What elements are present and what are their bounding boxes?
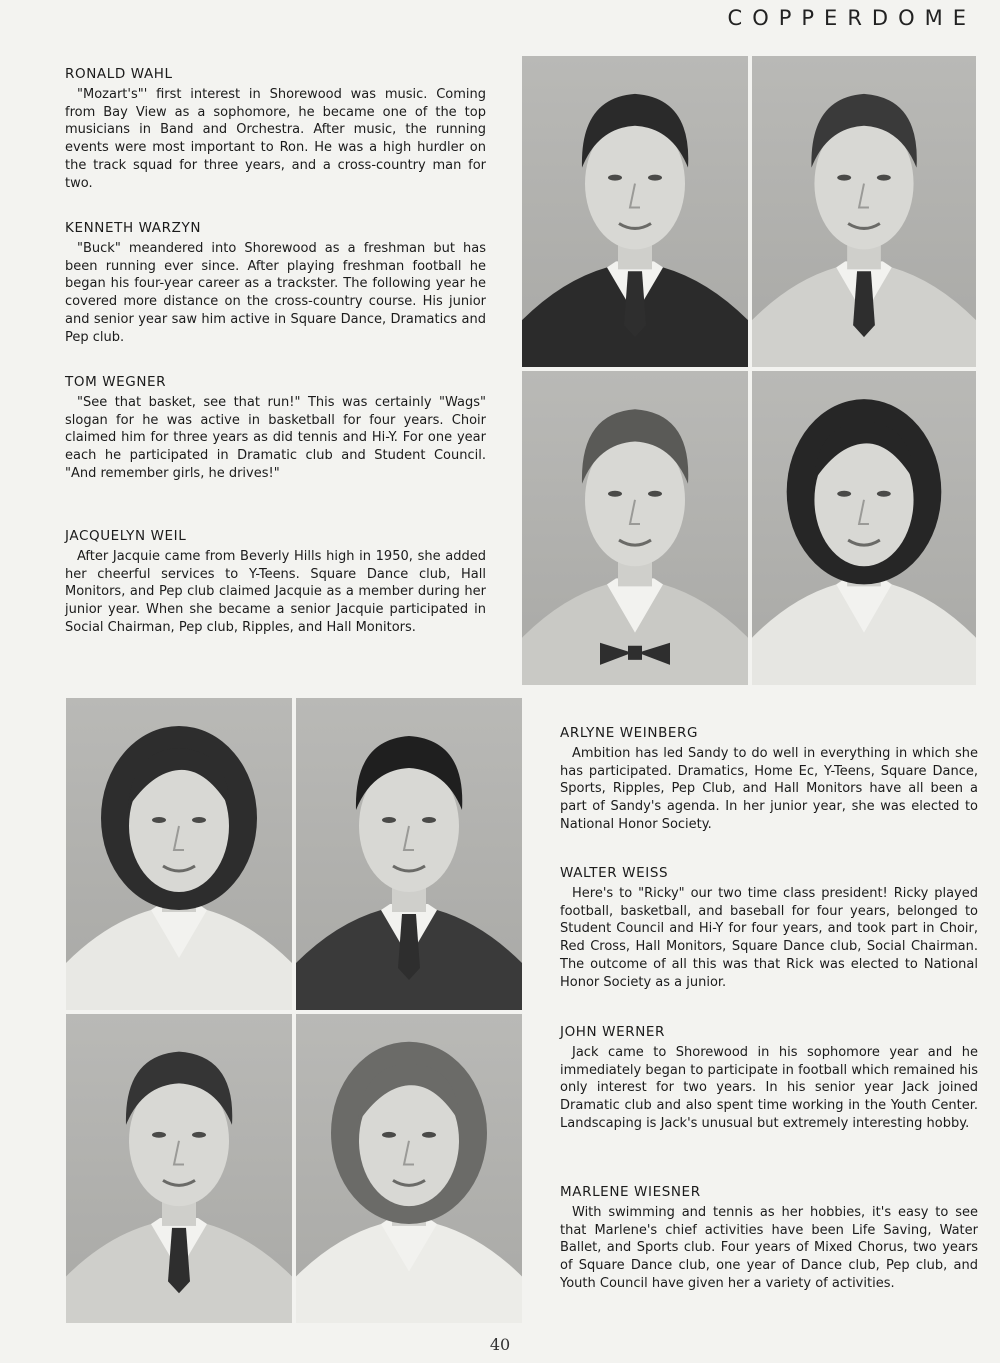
bio-name: JACQUELYN WEIL [65,528,187,544]
bio-text: Jack came to Shorewood in his sophomore year and he immediately began to participate in football which remained his only interest for two years. In his senior year Jack joined Dramatic club and also spent time working in the Youth Center. Landscaping is Jack's unusual but extremely interesting hobby. [560,1044,978,1131]
bio-tom-wegner [65,374,486,483]
portrait-image [752,371,976,685]
portrait-photo [66,698,292,1010]
bio-text: With swimming and tennis as her hobbies, it's easy to see that Marlene's chief activities have been Life Saving, Water Ballet, and Sports club. Four years of Mixed Chorus, two years of Square Dance club, one year of Dance club, Pep club, and Youth Council have given her a variety of activities. [560,1204,978,1291]
bio-name: ARLYNE WEINBERG [560,725,699,741]
portrait-photo [752,371,976,685]
eye-shape [422,817,436,823]
bowtie-knot-shape [628,646,642,660]
eye-shape [192,1132,206,1138]
bio-name: MARLENE WIESNER [560,1184,701,1200]
page-number: 40 [489,1335,511,1354]
eye-shape [152,817,166,823]
portrait-photo [752,56,976,367]
necktie-shape [624,271,646,337]
bio-text: "See that basket, see that run!" This was certainly "Wags" slogan for he was active in basketball for four years. Choir claimed him for three years as did tennis and Hi-Y. For one year each he participated in Dramatic club and Student Council. "And remember girls, he drives!" [65,394,486,481]
eye-shape [608,491,622,497]
eye-shape [877,491,891,497]
necktie-shape [853,271,875,337]
page-header-title: COPPERDOME [727,6,976,30]
portrait-photo [522,56,748,367]
eye-shape [877,175,891,181]
bio-arlyne-weinberg [560,725,978,834]
bio-text: "Mozart's"' first interest in Shorewood was music. Coming from Bay View as a sophomore, he became one of the top musicians in Band and Orchestra. After music, the running events were most important to Ron. He was a high hurdler on the track squad for three years, and a cross-country man for two. [65,86,486,191]
eye-shape [152,1132,166,1138]
eye-shape [422,1132,436,1138]
portrait-image [522,56,748,367]
bio-jacquelyn-weil [65,528,486,637]
bio-text: Here's to "Ricky" our two time class president! Ricky played football, basketball, and baseball for four years, belonged to Student Council and Hi-Y for four years, and took part in Choir, Red Cross, Hall Monitors, Square Dance club, Social Chairman. The outcome of all this was that Rick was elected to National Honor Society as a junior. [560,885,978,990]
eye-shape [837,491,851,497]
bio-name: RONALD WAHL [65,66,173,82]
bio-walter-weiss [560,865,978,992]
portrait-photo [296,1014,522,1323]
portrait-photo [296,698,522,1010]
bio-text: "Buck" meandered into Shorewood as a freshman but has been running ever since. After playing freshman football he began his four-year career as a trackster. The following year he covered more distance on the cross-country course. His junior and senior year saw him active in Square Dance, Dramatics and Pep club. [65,240,486,345]
necktie-shape [168,1228,190,1293]
eye-shape [648,491,662,497]
bio-name: TOM WEGNER [65,374,167,390]
portrait-image [752,56,976,367]
bio-name: KENNETH WARZYN [65,220,202,236]
portrait-image [66,698,292,1010]
bio-marlene-wiesner [560,1184,978,1293]
portrait-image [296,698,522,1010]
bio-name: WALTER WEISS [560,865,669,881]
bio-ronald-wahl [65,66,486,193]
bio-text: Ambition has led Sandy to do well in everything in which she has participated. Dramatics, Home Ec, Y-Teens, Square Dance, Sports, Ripples, Pep Club, and Hall Monitors have all been a part of Sandy's agenda. In her junior year, she was elected to National Honor Society. [560,745,978,832]
bio-text: After Jacquie came from Beverly Hills high in 1950, she added her cheerful services to Y-Teens. Square Dance club, Hall Monitors, and Pep club claimed Jacquie as a member during her junior year. When she became a senior Jacquie participated in Social Chairman, Pep club, Ripples, and Hall Monitors. [65,548,486,635]
portrait-image [66,1014,292,1323]
portrait-photo [522,371,748,685]
portrait-image [296,1014,522,1323]
portrait-photo [66,1014,292,1323]
bio-john-werner [560,1024,978,1133]
bio-name: JOHN WERNER [560,1024,666,1040]
eye-shape [192,817,206,823]
bio-kenneth-warzyn [65,220,486,347]
eye-shape [648,175,662,181]
eye-shape [382,1132,396,1138]
necktie-shape [398,914,420,980]
eye-shape [608,175,622,181]
eye-shape [382,817,396,823]
eye-shape [837,175,851,181]
portrait-image [522,371,748,685]
